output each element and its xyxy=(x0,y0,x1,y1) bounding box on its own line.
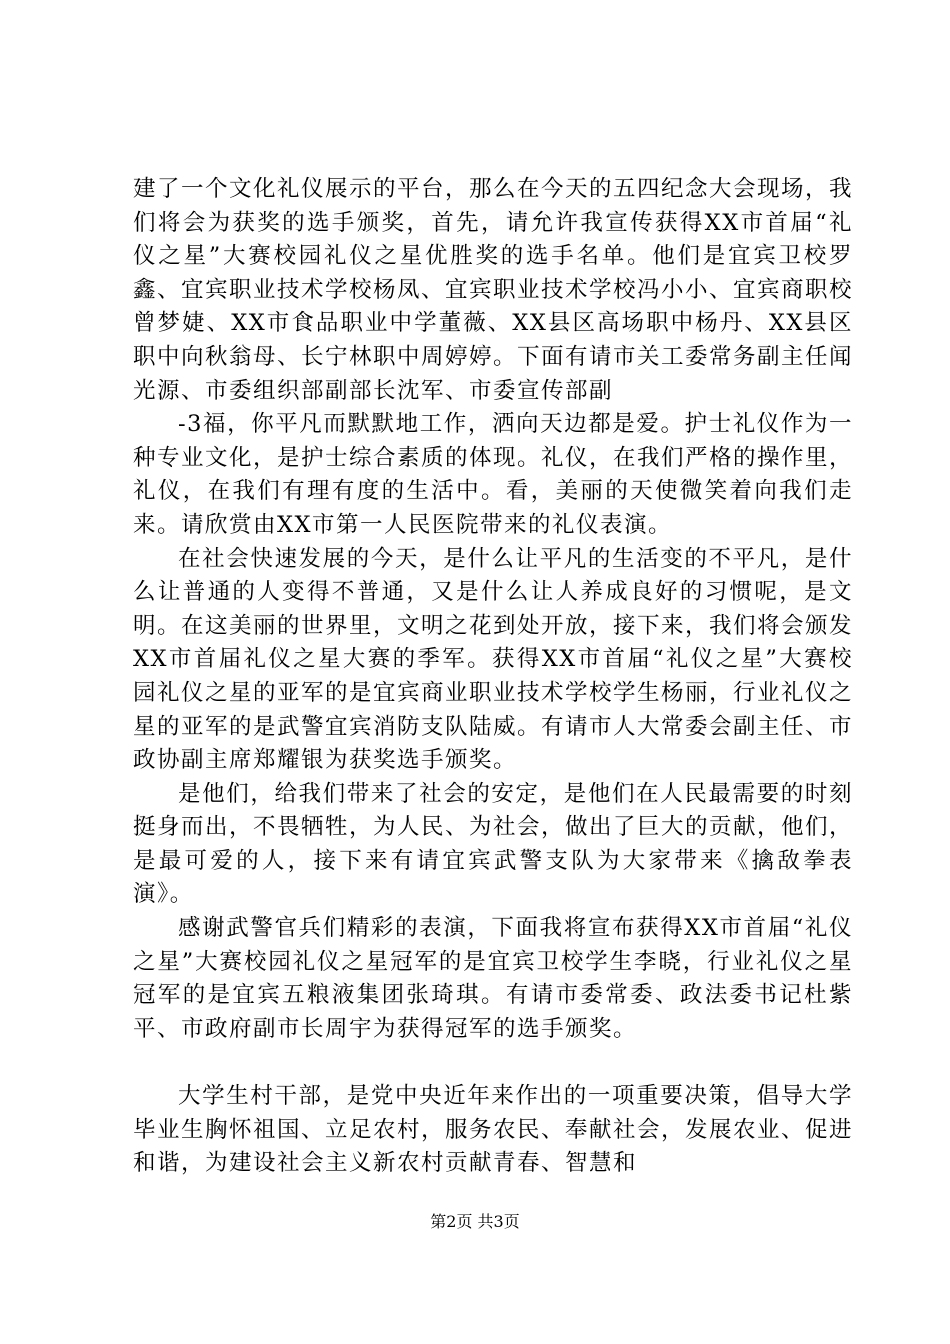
paragraph-2: -3福，你平凡而默默地工作，洒向天边都是爱。护士礼仪作为一种专业文化，是护士综合素质的体现。礼仪，在我们严格的操作里，礼仪，在我们有理有度的生活中。看，美丽的天使微笑着向我们走来。请欣赏由XX市第一人民医院带来的礼仪表演。 xyxy=(133,411,854,538)
page-number-label: 第2页 共3页 xyxy=(430,1212,520,1231)
document-body xyxy=(133,173,853,1181)
paragraph-5: 感谢武警官兵们精彩的表演，下面我将宣布获得XX市首届“礼仪之星”大赛校园礼仪之星冠军的是宜宾卫校学生李晓，行业礼仪之星冠军的是宜宾五粮液集团张琦琪。有请市委常委、政法委书记杜紫平、市政府副市长周宇为获得冠军的选手颁奖。 xyxy=(133,915,853,1042)
paragraph-6: 大学生村干部，是党中央近年来作出的一项重要决策，倡导大学毕业生胸怀祖国、立足农村，服务农民、奉献社会，发展农业、促进和谐，为建设社会主义新农村贡献青春、智慧和 xyxy=(133,1083,854,1177)
paragraph-3: 在社会快速发展的今天，是什么让平凡的生活变的不平凡，是什么让普通的人变得不普通，又是什么让人养成良好的习惯呢，是文明。在这美丽的世界里，文明之花到处开放，接下来，我们将会颁发XX市首届礼仪之星大赛的季军。获得XX市首届“礼仪之星”大赛校园礼仪之星的亚军的是宜宾商业职业技术学校学生杨丽，行业礼仪之星的亚军的是武警宜宾消防支队陆威。有请市人大常委会副主任、市政协副主席郑耀银为获奖选手颁奖。 xyxy=(133,545,854,774)
paragraph-4: 是他们，给我们带来了社会的安定，是他们在人民最需要的时刻挺身而出，不畏牺牲，为人民、为社会，做出了巨大的贡献，他们，是最可爱的人，接下来有请宜宾武警支队为大家带来《擒敌拳表演》。 xyxy=(133,780,854,908)
paragraph-1: 建了一个文化礼仪展示的平台，那么在今天的五四纪念大会现场，我们将会为获奖的选手颁奖，首先，请允许我宣传获得XX市首届“礼仪之星”大赛校园礼仪之星优胜奖的选手名单。他们是宜宾卫校罗鑫、宜宾职业技术学校杨凤、宜宾职业技术学校冯小小、宜宾商职校曾梦婕、XX市食品职业中学董薇、XX县区高场职中杨丹、XX县区职中向秋翁母、长宁林职中周婷婷。下面有请市关工委常务副主任闻光源、市委组织部副部长沈军、市委宣传部副 xyxy=(133,176,854,404)
page-footer xyxy=(0,1212,950,1232)
